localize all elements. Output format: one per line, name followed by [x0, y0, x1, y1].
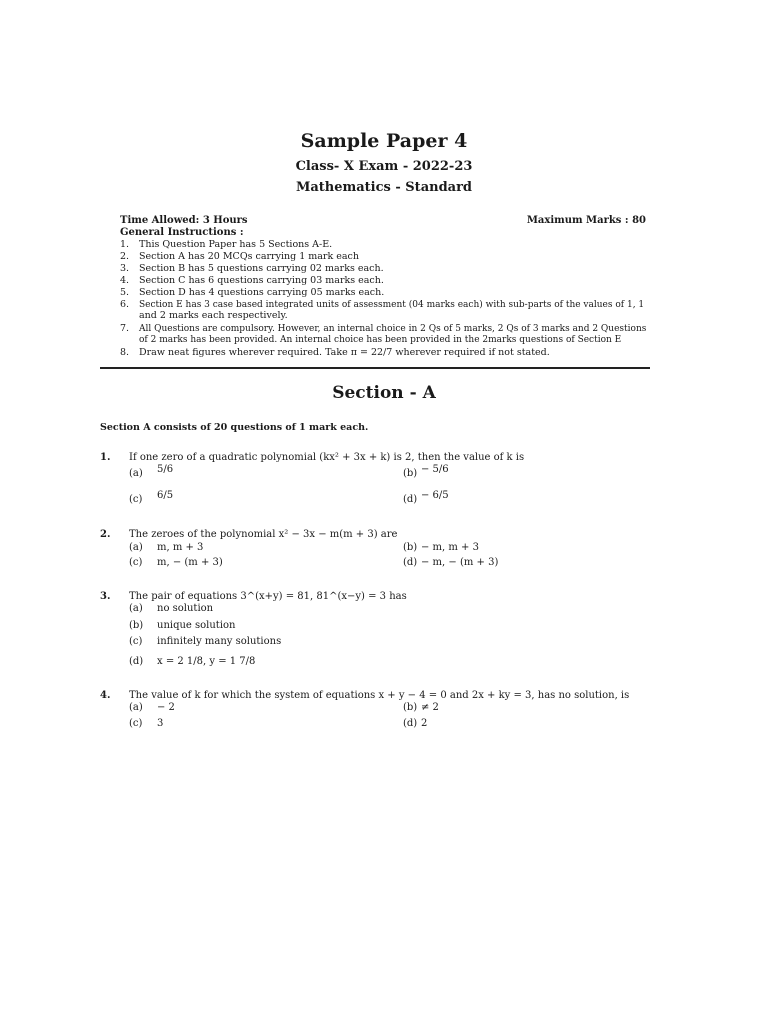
question-number: 4. — [100, 690, 111, 701]
subject-line: Mathematics - Standard — [295, 180, 473, 195]
option-label: (b) — [403, 468, 418, 479]
option-label: (a) — [129, 702, 143, 713]
option-label: (a) — [129, 468, 143, 479]
question-text: The zeroes of the polynomial x² − 3x − m(m + 3) are — [129, 529, 398, 540]
option-label: (d) — [403, 718, 418, 729]
option-label: (a) — [129, 542, 143, 553]
option-label: (a) — [129, 603, 143, 614]
option-value: − 6/5 — [421, 490, 449, 501]
option-value: − 5/6 — [421, 464, 449, 475]
maximum-marks: Maximum Marks : 80 — [526, 215, 646, 226]
option-value: 6/5 — [157, 490, 174, 501]
option-value: 5/6 — [157, 464, 174, 475]
option-value: − 2 — [157, 702, 175, 713]
section-heading: Section - A — [332, 383, 436, 403]
option-label: (b) — [403, 542, 418, 553]
option-label: (d) — [403, 557, 418, 568]
question-number: 1. — [100, 452, 111, 463]
exam-page: Sample Paper 4 Class- X Exam - 2022-23 Mathematics - Standard Time Allowed: 3 Hours Maximum Marks : 80 General Instructions : 1. This Question Paper has 5 Sections A-E. 2. Section A has 20 MCQs carrying 1 mark each 3. Section B has 5 questions carrying 02 marks each. 4. Section C has 6 questions carrying 03 marks each. 5. Section D has 4 questions carrying 05 marks each. 6. Section E has 3 case based integrated units of assessment (04 marks each) with sub-parts of the values of 1, 1 and 2 marks each respectively. 7. All Questions are compulsory. However, an internal choice in 2 Qs of 5 marks, 2 Qs of 3 marks and 2 Questions of 2 marks has been provided. An internal choice has been provided in the 2marks questions of Section E 8. Draw neat figures wherever required. Take π = 22/7 wherever required if not stated. Section - A Section A consists of 20 questions of 1 mark each. 1. If one zero of a quadratic polynomial (kx² + 3x + k) is 2, then the value of k is (a) 5/6 (b) − 5/6 (c) 6/5 (d) − 6/5 2. The zeroes of the polynomial x² − 3x − m(m + 3) are (a) m, m + 3 (b) − m, m + 3 (c) m, − (m + 3) (d) − m, − (m + 3) 3. The pair of equations 3^(x+y) = 81, 81^(x−y) = 3 has (a) no solution (b) unique solution (c) infinitely many solutions (d) x = 2 1/8, y = 1 7/8 4. The value of k for which the system of equations x + y − 4 = 0 and 2x + ky = 3, has no solution, is (a) − 2 (b) ≠ 2 (c) 3 (d) 2 — [0, 0, 768, 1024]
option-label: (c) — [129, 636, 143, 647]
section-divider — [100, 367, 650, 369]
option-value: 3 — [157, 718, 164, 729]
option-value: m, m + 3 — [157, 542, 204, 553]
section-description: Section A consists of 20 questions of 1 mark each. — [100, 422, 369, 433]
option-value: no solution — [157, 603, 214, 614]
option-label: (c) — [129, 718, 143, 729]
page-title: Sample Paper 4 — [300, 130, 468, 152]
instructions-heading: General Instructions : — [120, 227, 244, 238]
question-number: 3. — [100, 591, 111, 602]
option-value: 2 — [421, 718, 428, 729]
option-value: unique solution — [157, 620, 236, 631]
question-text: The value of k for which the system of equations x + y − 4 = 0 and 2x + ky = 3, has no solution, is — [129, 690, 630, 701]
option-label: (b) — [403, 702, 418, 713]
option-label: (d) — [403, 494, 418, 505]
class-line: Class- X Exam - 2022-23 — [295, 159, 473, 174]
option-value: − m, − (m + 3) — [421, 557, 499, 568]
question-text: The pair of equations 3^(x+y) = 81, 81^(x−y) = 3 has — [129, 591, 407, 602]
option-label: (c) — [129, 557, 143, 568]
option-label: (b) — [129, 620, 144, 631]
option-label: (c) — [129, 494, 143, 505]
option-value: x = 2 1/8, y = 1 7/8 — [157, 656, 256, 667]
option-value: ≠ 2 — [421, 702, 439, 713]
option-label: (d) — [129, 656, 144, 667]
option-value: − m, m + 3 — [421, 542, 479, 553]
option-value: infinitely many solutions — [157, 636, 282, 647]
time-allowed: Time Allowed: 3 Hours — [120, 215, 248, 226]
question-text: If one zero of a quadratic polynomial (kx² + 3x + k) is 2, then the value of k is — [129, 452, 525, 463]
option-value: m, − (m + 3) — [157, 557, 223, 568]
question-number: 2. — [100, 529, 111, 540]
